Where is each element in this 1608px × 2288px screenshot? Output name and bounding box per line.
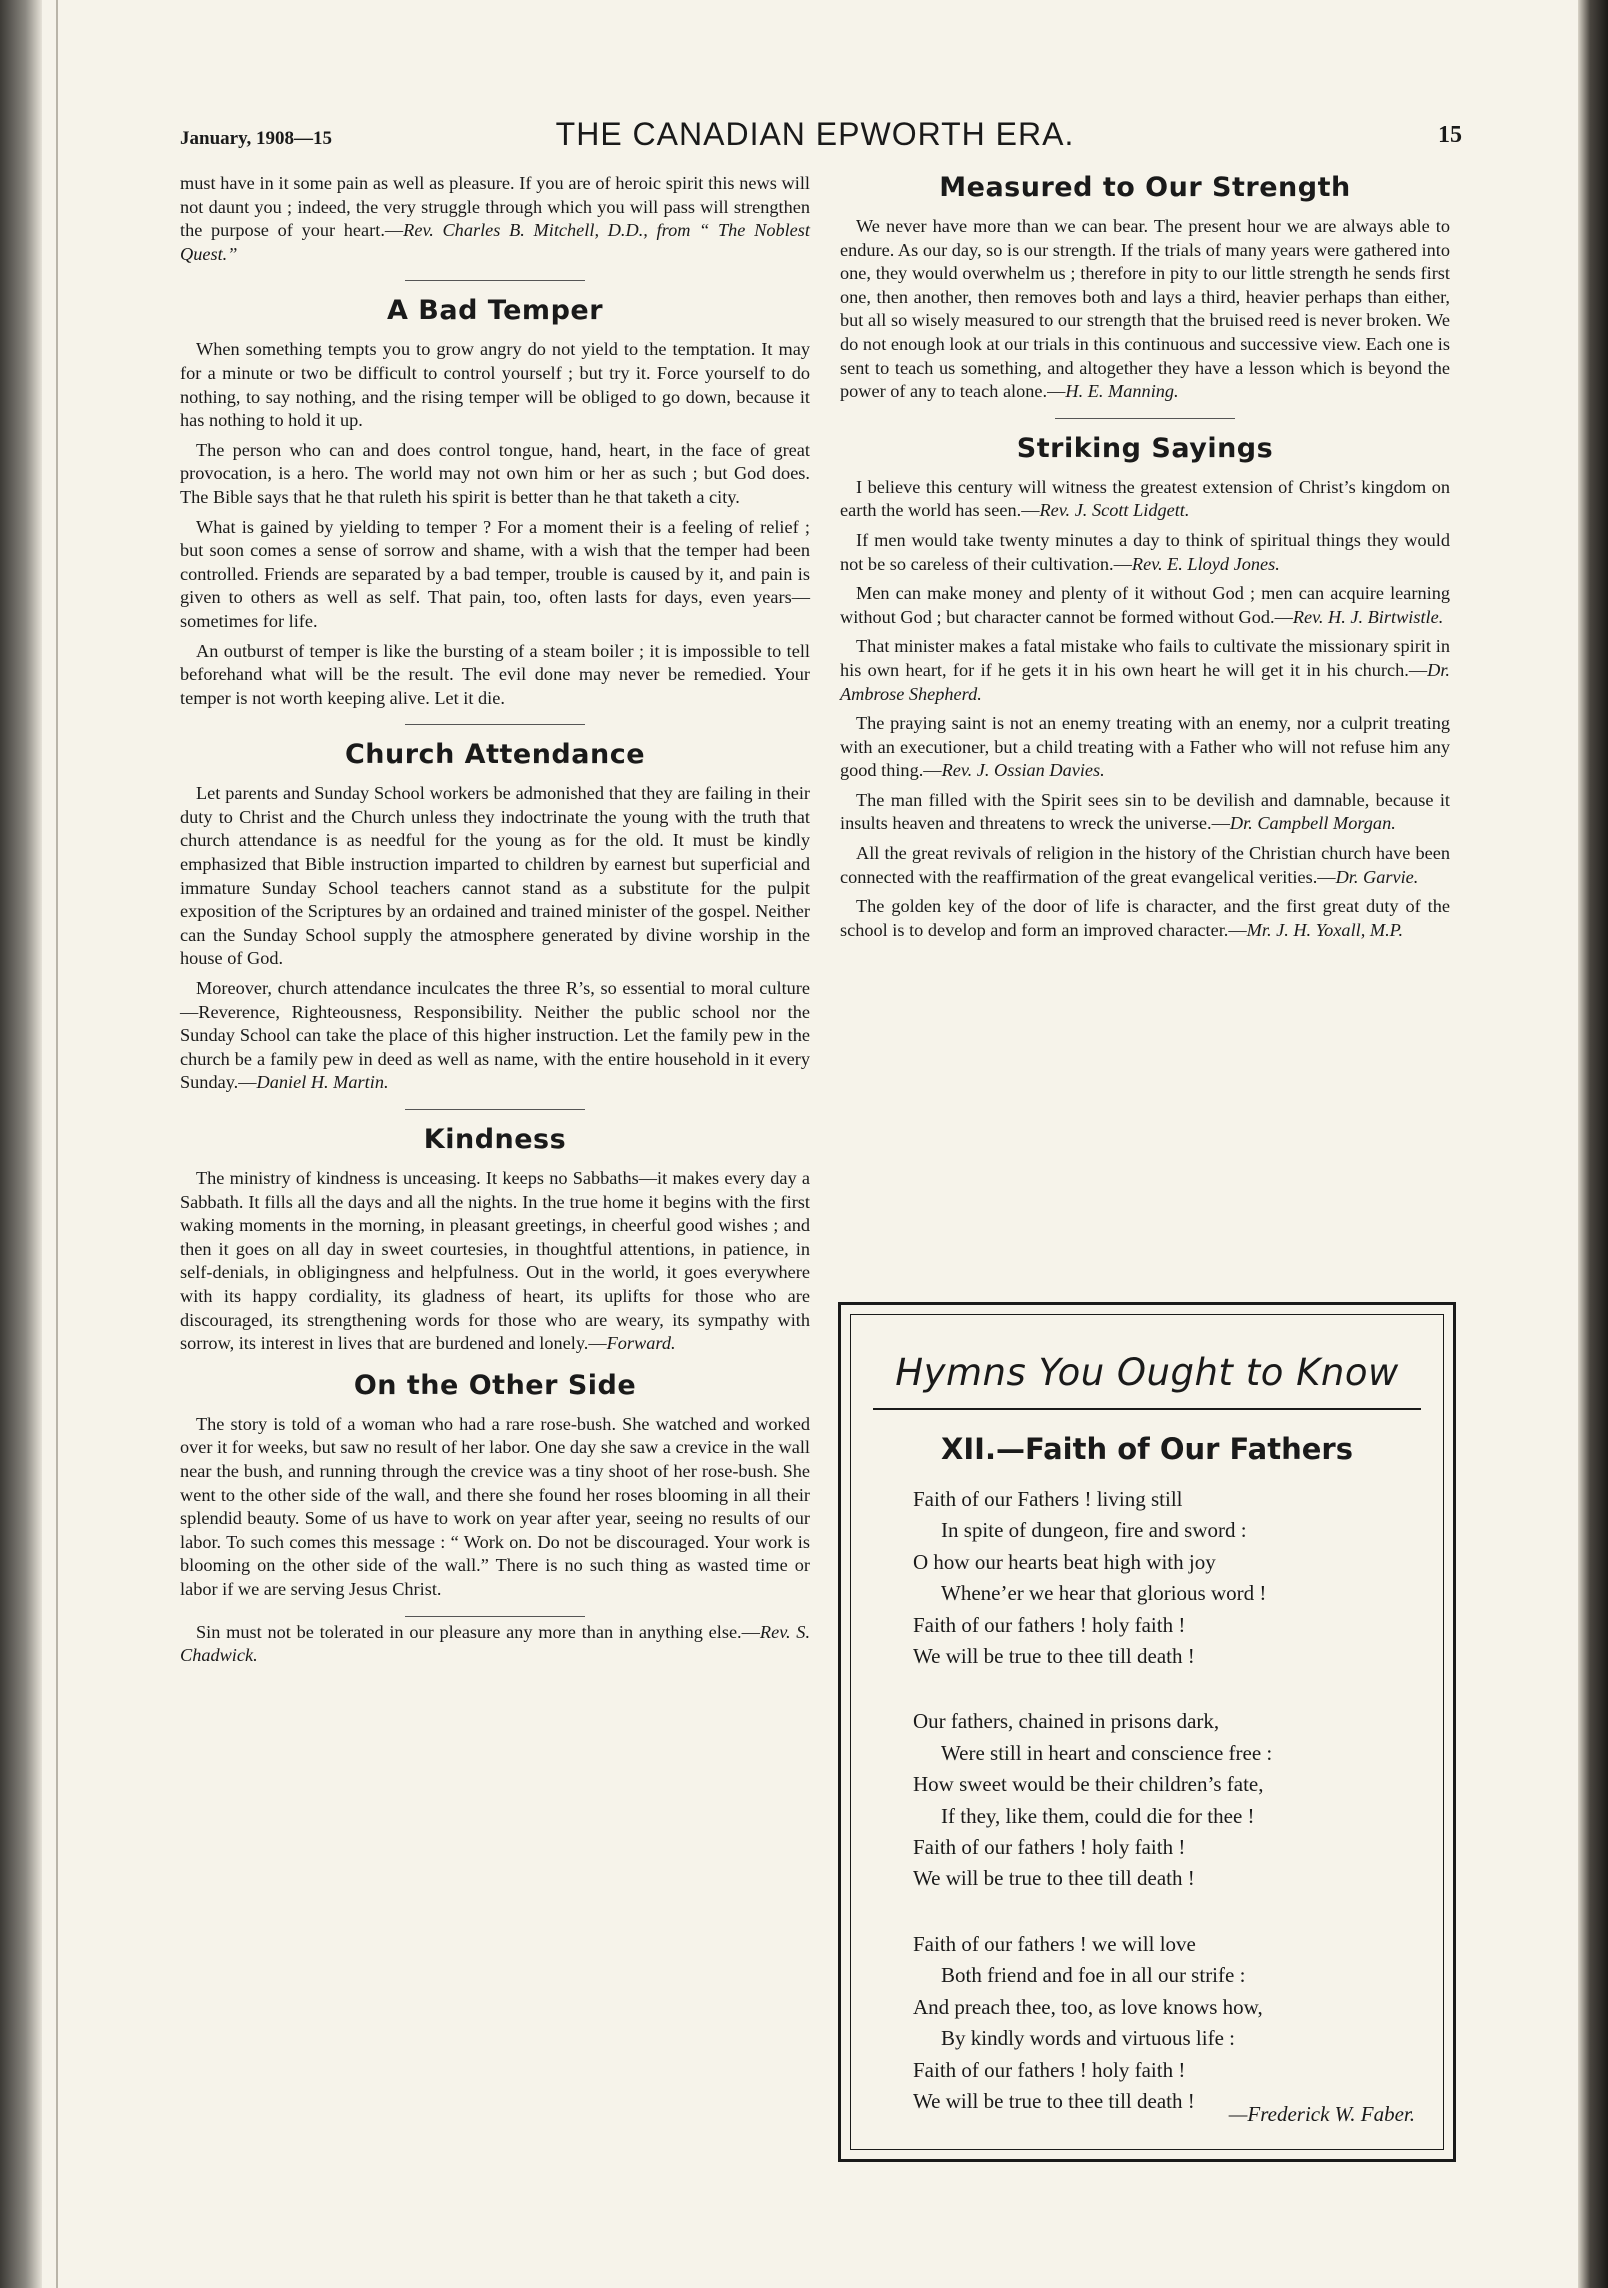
- section-divider: [1055, 418, 1235, 419]
- church-attendance-p2: Moreover, church attendance inculcates the three R’s, so essential to moral culture—Reverence, Righteousness, Responsibility. Neither the public school nor the Sunday School can take the place of this higher instruction. Let the family pew in the church be a family pew in deed as well as name, with the entire household in it every Sunday.—Daniel H. Martin.: [180, 978, 810, 1093]
- saying-attribution: Rev. J. Ossian Davies.: [941, 760, 1105, 781]
- other-side-p1: The story is told of a woman who had a rare rose-bush. She watched and worked over it for weeks, but saw no result of her labor. One day she saw a crevice in the wall near the bush, and running through the crevice was a tiny shoot of her rose-bush. She went to the other side of the wall, and there she found her roses blooming in all their splendid beauty. Some of us have to work on year after year, seeing no results of our labor. To such comes this message : “ Work on. Do not be discouraged. Your work is blooming on the other side of the wall.” There is no such thing as wasted time or labor if we are serving Jesus Christ.: [180, 1413, 810, 1599]
- gutter-line: [56, 0, 58, 2288]
- saying-attribution: Rev. J. Scott Lidgett.: [1039, 500, 1190, 521]
- hymn-stanza: [913, 1484, 1443, 1672]
- intro-paragraph: must have in it some pain as well as pleasure. If you are of heroic spirit this news will not daunt you ; indeed, the very struggle through which you will pass will strengthen the purpose of your heart.—Rev. Charles B. Mitchell, D.D., from “ The Noblest Quest.”: [180, 173, 810, 264]
- page-edge-right: [1578, 0, 1608, 2288]
- hymn-title-rule: [873, 1408, 1421, 1410]
- church-attendance-attribution: Daniel H. Martin.: [256, 1072, 389, 1093]
- saying-attribution: Dr. Ambrose Shepherd.: [840, 659, 1450, 704]
- hymn-line: Faith of our fathers ! holy faith !: [913, 1612, 1186, 1637]
- intro-attribution: Rev. Charles B. Mitchell, D.D., from “ The Noblest Quest.”: [180, 220, 810, 264]
- hymn-line: In spite of dungeon, fire and sword :: [941, 1518, 1247, 1543]
- heading-kindness: Kindness: [423, 1124, 567, 1155]
- bad-temper-p3: What is gained by yielding to temper ? For a moment their is a feeling of relief ; but soon comes a sense of sorrow and shame, with a wish that the temper had been controlled. Friends are separated by a bad temper, trouble is caused by it, and pain is given to others as well as self. That pain, too, often lasts for days, even years—sometimes for life.: [180, 516, 810, 631]
- page-edge-left: [0, 0, 42, 2288]
- section-divider: [405, 280, 585, 281]
- saying-item: I believe this century will witness the greatest extension of Christ’s kingdom on earth the world has seen.—Rev. J. Scott Lidgett.: [840, 476, 1450, 521]
- hymn-line: Faith of our fathers ! we will love: [913, 1931, 1196, 1956]
- closing-attribution: Rev. S. Chadwick.: [180, 1621, 811, 1666]
- hymn-series-title: Hymns You Ought to Know: [895, 1351, 1399, 1394]
- section-divider: [405, 724, 585, 725]
- hymn-line: We will be true to thee till death !: [913, 1866, 1195, 1891]
- saying-item: If men would take twenty minutes a day to think of spiritual things they would not be so careless of their cultivation.—Rev. E. Lloyd Jones.: [840, 529, 1450, 574]
- bad-temper-p2: The person who can and does control tongue, hand, heart, in the face of great provocation, is a hero. The world may not own him or her as such ; but God does. The Bible says that he that ruleth his spirit is better than he that taketh a city.: [180, 439, 810, 507]
- heading-bad-temper: A Bad Temper: [386, 295, 604, 327]
- issue-date: January, 1908—15: [180, 128, 333, 149]
- kindness-attribution: Forward.: [606, 1333, 676, 1354]
- hymn-line: Whene’er we hear that glorious word !: [941, 1581, 1267, 1606]
- heading-church-attendance: Church Attendance: [344, 739, 646, 771]
- hymn-line: By kindly words and virtuous life :: [941, 2026, 1235, 2051]
- magazine-title: THE CANADIAN EPWORTH ERA.: [555, 116, 1075, 152]
- saying-item: That minister makes a fatal mistake who fails to cultivate the missionary spirit in his own heart, for if he gets it in his own heart he will get it in his church.—Dr. Ambrose Shepherd.: [840, 636, 1450, 704]
- saying-item: Men can make money and plenty of it without God ; men can acquire learning without God ; but character cannot be formed without God.—Rev. H. J. Birtwistle.: [840, 583, 1450, 627]
- hymn-author: —Frederick W. Faber.: [1228, 2102, 1415, 2126]
- kindness-p1: The ministry of kindness is unceasing. It keeps no Sabbaths—it makes every day a Sabbath. It fills all the days and all the nights. In the true home it begins with the first waking moments in the morning, in pleasant greetings, in cheerful good wishes ; and then it goes on all day in sweet courtesies, in thoughtful attentions, in patience, in self-denials, in obligingness and helpfulness. Out in the world, it goes everywhere with its happy cordiality, its gladness of heart, its uplifts for those who are discouraged, its strengthening words for those who are weary, its sympathy with sorrow, its interest in lives that are burdened and lonely.—Forward.: [180, 1168, 810, 1354]
- saying-attribution: Mr. J. H. Yoxall, M.P.: [1246, 919, 1404, 940]
- running-head: [180, 112, 1462, 162]
- heading-striking-sayings: Striking Sayings: [1016, 432, 1274, 464]
- section-divider: [405, 1616, 585, 1617]
- heading-other-side: On the Other Side: [353, 1369, 637, 1401]
- saying-attribution: Dr. Campbell Morgan.: [1229, 813, 1396, 834]
- hymn-line: Faith of our fathers ! holy faith !: [913, 1835, 1186, 1860]
- saying-attribution: Rev. E. Lloyd Jones.: [1131, 553, 1280, 574]
- hymn-title: XII.—Faith of Our Fathers: [941, 1432, 1353, 1466]
- strength-attribution: H. E. Manning.: [1065, 381, 1179, 402]
- section-divider: [405, 1109, 585, 1110]
- saying-attribution: Rev. H. J. Birtwistle.: [1292, 606, 1444, 627]
- hymn-line: Our fathers, chained in prisons dark,: [913, 1709, 1220, 1734]
- left-column: [180, 172, 810, 1674]
- saying-item: All the great revivals of religion in the history of the Christian church have been connected with the reaffirmation of the great evangelical verities.—Dr. Garvie.: [840, 843, 1450, 887]
- saying-item: The man filled with the Spirit sees sin to be devilish and damnable, because it insults heaven and threatens to wreck the universe.—Dr. Campbell Morgan.: [840, 789, 1450, 834]
- hymn-line: Both friend and foe in all our strife :: [941, 1963, 1246, 1988]
- bad-temper-p4: An outburst of temper is like the bursting of a steam boiler ; it is impossible to tell beforehand what will be the result. The evil done may never be remedied. Your temper is not worth keeping alive. Let it die.: [180, 640, 810, 708]
- saying-item: The praying saint is not an enemy treating with an enemy, nor a culprit treating with an executioner, but a child treating with a Father who will not refuse him any good thing.—Rev. J. Ossian Davies.: [840, 713, 1450, 781]
- hymn-line: O how our hearts beat high with joy: [913, 1549, 1216, 1574]
- hymn-box: [838, 1302, 1456, 2162]
- hymn-line: If they, like them, could die for thee !: [941, 1803, 1255, 1828]
- saying-item: The golden key of the door of life is character, and the first great duty of the school is to develop and form an improved character.—Mr. J. H. Yoxall, M.P.: [840, 896, 1450, 940]
- hymn-box-inner-border: [850, 1314, 1444, 2150]
- hymn-line: We will be true to thee till death !: [913, 1644, 1195, 1669]
- hymn-line: Faith of our Fathers ! living still: [913, 1487, 1183, 1511]
- strength-p1: We never have more than we can bear. The present hour we are always able to endure. As our day, so is our strength. If the trials of many years were gathered into one, they would overwhelm us ; therefore in pity to our little strength he sends first one, then another, then removes both and lays a third, heavier perhaps than either, but all so wisely measured to our strength that the bruised reed is never broken. We do not enough look at our trials in this continuous and successive view. Each one is sent to teach us something, and altogether they have a lesson which is beyond the power of any to teach alone.—H. E. Manning.: [840, 216, 1450, 402]
- saying-attribution: Dr. Garvie.: [1335, 866, 1419, 887]
- hymn-line: Were still in heart and conscience free :: [941, 1740, 1273, 1765]
- hymn-stanza: [913, 1929, 1443, 2117]
- hymn-stanza: [913, 1706, 1443, 1894]
- hymn-line: Faith of our fathers ! holy faith !: [913, 2057, 1186, 2082]
- right-column: [840, 172, 1450, 948]
- bad-temper-p1: When something tempts you to grow angry do not yield to the temptation. It may for a minute or two be difficult to control yourself ; but try it. Force yourself to do nothing, to say nothing, and the rising temper will be obliged to go down, because it has nothing to hold it up.: [180, 339, 810, 431]
- closing-paragraph: Sin must not be tolerated in our pleasure any more than in anything else.—Rev. S. Chadwick.: [180, 1621, 811, 1666]
- hymn-line: We will be true to thee till death !: [913, 2088, 1195, 2113]
- church-attendance-p1: Let parents and Sunday School workers be admonished that they are failing in their duty to Christ and the Church unless they indoctrinate the young with the truth that church attendance is as needful for the young as for the old. It must be kindly emphasized that Bible instruction imparted to children by earnest but superficial and immature Sunday School teachers cannot stand as a substitute for the pulpit exposition of the Scriptures by an ordained and trained minister of the gospel. Neither can the Sunday School supply the atmosphere generated by divine worship in the house of God.: [180, 783, 810, 969]
- page-number: 15: [1438, 122, 1462, 148]
- heading-measured-strength: Measured to Our Strength: [939, 172, 1351, 203]
- hymn-line: And preach thee, too, as love knows how,: [913, 1994, 1263, 2019]
- hymn-line: How sweet would be their children’s fate,: [913, 1772, 1264, 1797]
